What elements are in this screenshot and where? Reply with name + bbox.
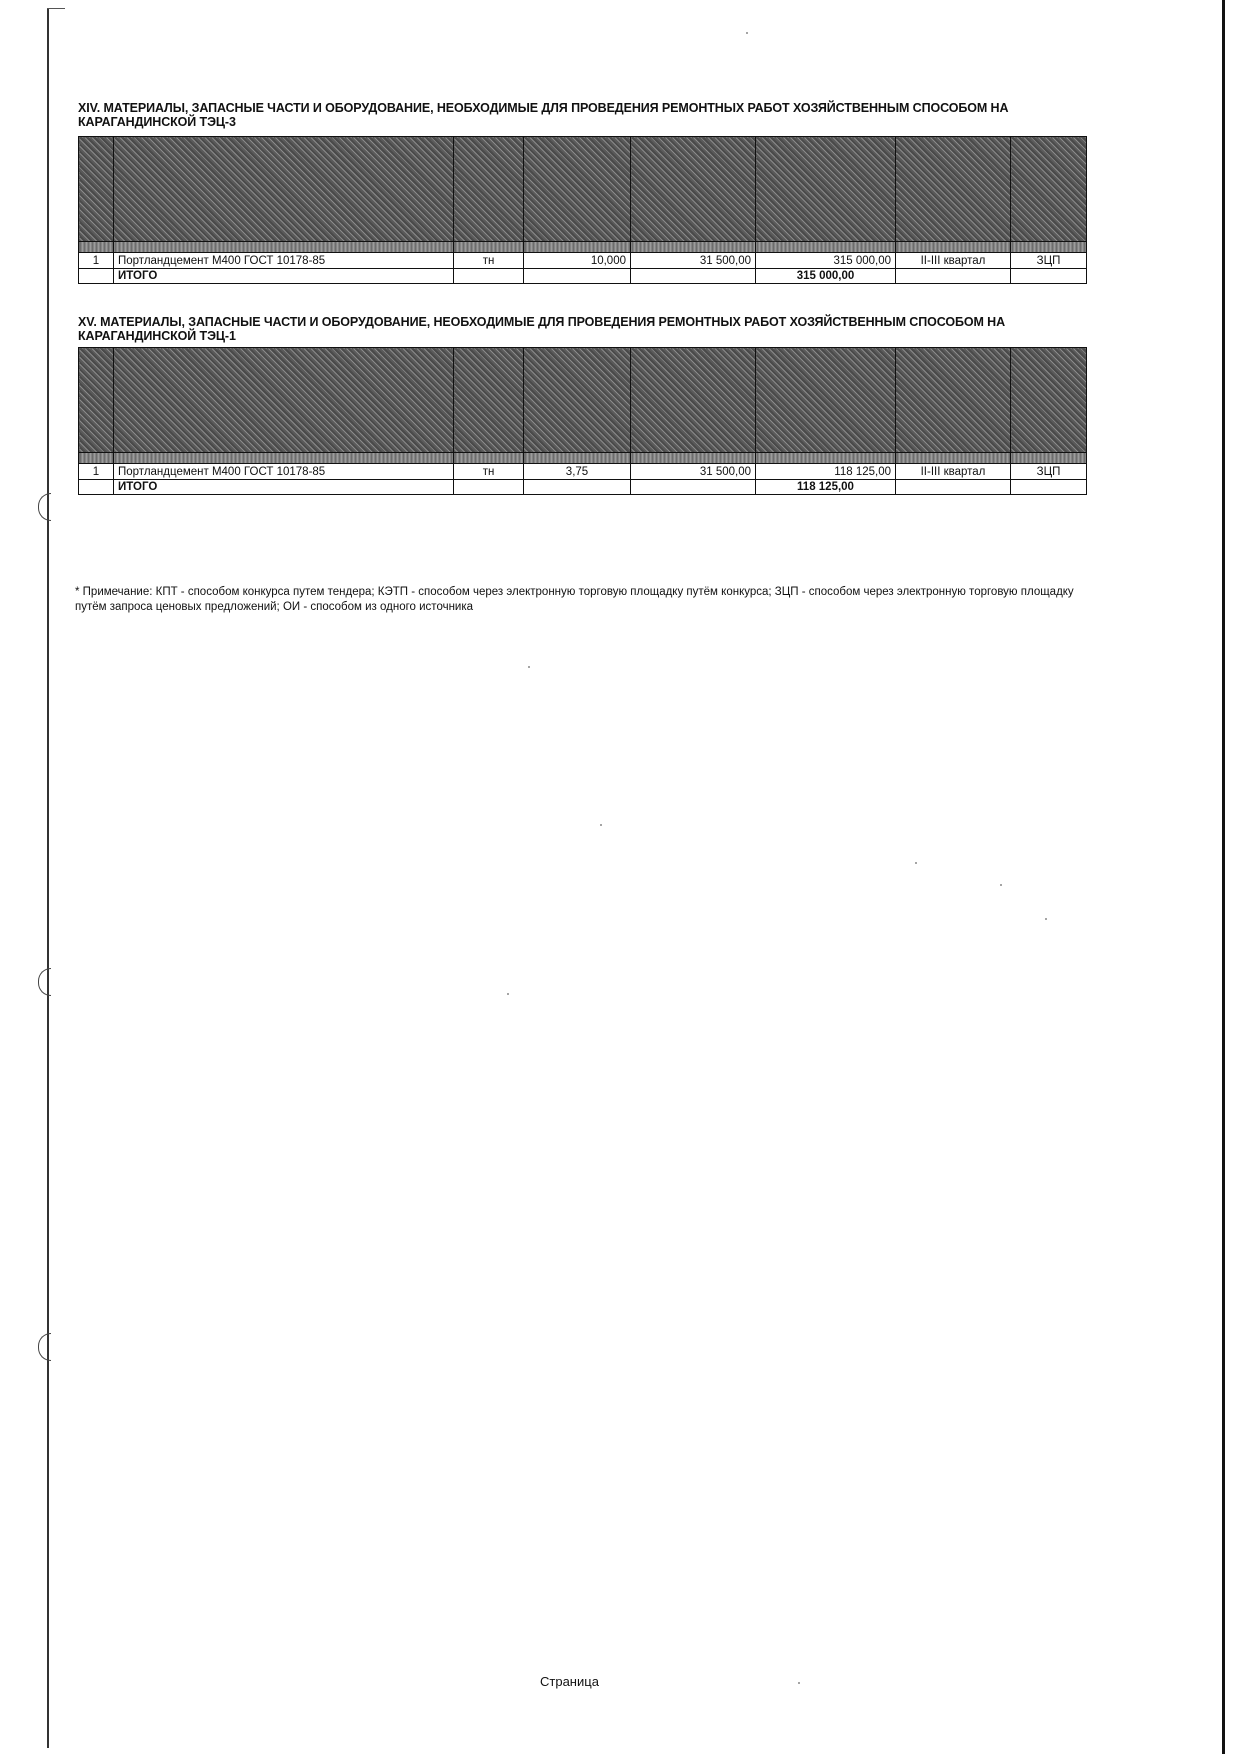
footnote: * Примечание: КПТ - способом конкурса путем тендера; КЭТП - способом через электронную торговую площадку путём конкурса; ЗЦП - способом через электронную торговую площадку путём запроса ценовых предложений; ОИ - способом из одного источника <box>75 586 1074 613</box>
item-name: Портландцемент М400 ГОСТ 10178-85 <box>114 253 454 269</box>
header-cell-number <box>79 137 114 242</box>
total-label: ИТОГО <box>114 480 454 495</box>
binder-hole-mark <box>38 1333 51 1361</box>
item-quantity: 3,75 <box>524 464 631 480</box>
header-cell-method <box>1011 348 1087 453</box>
item-quantity: 10,000 <box>524 253 631 269</box>
total-sum: 315 000,00 <box>756 269 896 284</box>
section-heading: XV. МАТЕРИАЛЫ, ЗАПАСНЫЕ ЧАСТИ И ОБОРУДОВАНИЕ, НЕОБХОДИМЫЕ ДЛЯ ПРОВЕДЕНИЯ РЕМОНТНЫХ РАБОТ ХОЗЯЙСТВЕННЫМ СПОСОБОМ НА КАРАГАНДИНСКОЙ ТЭЦ-1 <box>78 315 1006 343</box>
header-cell-price <box>631 348 756 453</box>
table-header-row <box>79 348 1087 453</box>
item-period: II-III квартал <box>896 464 1011 480</box>
header-cell-unit <box>454 348 524 453</box>
scan-top-corner-line <box>47 8 65 9</box>
scan-speck <box>798 1682 800 1684</box>
page-footer: Страница <box>540 1674 599 1689</box>
scan-left-edge <box>47 8 49 1748</box>
scan-speck <box>507 993 509 995</box>
total-row <box>79 480 1087 495</box>
item-unit: тн <box>454 253 524 269</box>
scan-speck <box>1045 918 1047 920</box>
scan-speck <box>915 862 917 864</box>
scan-speck <box>528 666 530 668</box>
item-period: II-III квартал <box>896 253 1011 269</box>
total-label: ИТОГО <box>114 269 454 284</box>
header-cell-sum <box>756 137 896 242</box>
section-heading: XIV. МАТЕРИАЛЫ, ЗАПАСНЫЕ ЧАСТИ И ОБОРУДОВАНИЕ, НЕОБХОДИМЫЕ ДЛЯ ПРОВЕДЕНИЯ РЕМОНТНЫХ РАБОТ ХОЗЯЙСТВЕННЫМ СПОСОБОМ НА КАРАГАНДИНСКОЙ ТЭЦ-3 <box>78 101 1009 129</box>
item-name: Портландцемент М400 ГОСТ 10178-85 <box>114 464 454 480</box>
header-cell-name <box>114 137 454 242</box>
column-number-row <box>79 453 1087 464</box>
header-cell-quantity <box>524 137 631 242</box>
goods-table <box>78 136 1087 284</box>
table-row <box>79 253 1087 269</box>
item-price: 31 500,00 <box>631 253 756 269</box>
item-price: 31 500,00 <box>631 464 756 480</box>
item-unit: тн <box>454 464 524 480</box>
header-cell-sum <box>756 348 896 453</box>
item-method: ЗЦП <box>1011 253 1087 269</box>
table-row <box>79 464 1087 480</box>
item-method: ЗЦП <box>1011 464 1087 480</box>
header-cell-unit <box>454 137 524 242</box>
binder-hole-mark <box>38 493 51 521</box>
item-sum: 118 125,00 <box>756 464 896 480</box>
row-number: 1 <box>79 253 114 269</box>
goods-table <box>78 347 1087 495</box>
header-cell-period <box>896 137 1011 242</box>
header-cell-name <box>114 348 454 453</box>
row-number: 1 <box>79 464 114 480</box>
header-cell-number <box>79 348 114 453</box>
scan-right-edge <box>1222 0 1225 1754</box>
header-cell-period <box>896 348 1011 453</box>
scan-speck <box>746 32 748 34</box>
header-cell-price <box>631 137 756 242</box>
column-number-row <box>79 242 1087 253</box>
total-row <box>79 269 1087 284</box>
scan-speck <box>600 824 602 826</box>
binder-hole-mark <box>38 968 51 996</box>
header-cell-quantity <box>524 348 631 453</box>
scan-speck <box>1000 884 1002 886</box>
item-sum: 315 000,00 <box>756 253 896 269</box>
header-cell-method <box>1011 137 1087 242</box>
total-sum: 118 125,00 <box>756 480 896 495</box>
table-header-row <box>79 137 1087 242</box>
